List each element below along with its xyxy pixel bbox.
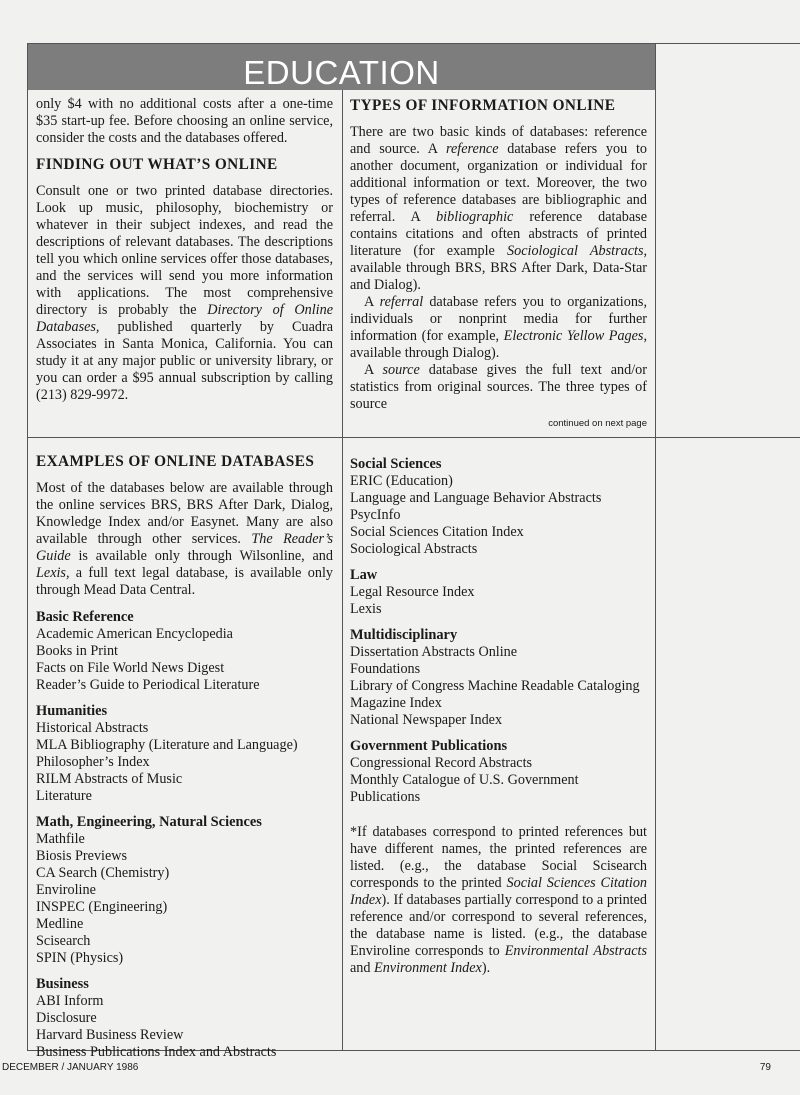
finding-online-heading: FINDING OUT WHAT’S ONLINE	[36, 156, 278, 173]
database-item: ABI Inform	[36, 993, 104, 1009]
category-title: Math, Engineering, Natural Sciences	[36, 814, 262, 830]
database-list	[350, 584, 647, 618]
banner-title: EDUCATION	[243, 54, 440, 90]
database-item: CA Search (Chemistry)	[36, 865, 170, 881]
section-divider	[27, 437, 800, 438]
database-item: Historical Abstracts	[36, 720, 149, 736]
database-item: Congressional Record Abstracts	[350, 755, 533, 771]
database-item: Disclosure	[36, 1010, 97, 1026]
category-title: Government Publications	[350, 738, 508, 754]
database-list	[350, 644, 647, 729]
category-title: Business	[36, 976, 89, 992]
database-item: ERIC (Education)	[350, 473, 453, 489]
bottom-right-column	[350, 455, 647, 977]
database-item: Magazine Index	[350, 695, 442, 711]
database-list	[36, 831, 333, 967]
page-number: 79	[759, 1062, 771, 1073]
right-margin-rule-lower	[655, 437, 656, 1050]
database-item: Medline	[36, 916, 84, 932]
database-item: SPIN (Physics)	[36, 950, 124, 966]
database-category	[36, 608, 333, 694]
database-category	[350, 566, 647, 618]
section-banner	[28, 44, 655, 90]
database-item: PsycInfo	[350, 507, 401, 523]
database-item: Business Publications Index and Abstracts	[36, 1044, 277, 1060]
database-item: INSPEC (Engineering)	[36, 899, 168, 915]
database-item: Library of Congress Machine Readable Cataloging	[350, 678, 640, 694]
database-item: Philosopher’s Index	[36, 754, 150, 770]
database-category	[350, 737, 647, 806]
database-item: Scisearch	[36, 933, 91, 949]
database-category-list	[36, 608, 333, 1061]
types-paragraph-1: There are two basic kinds of databases: reference and source. A reference database refers you to another document, organization or individual for additional information or text. Moreover, the two types of reference databases are bibliographic and referral. A bibliographic reference database contains citations and often abstracts of printed literature (for example Sociological Abstracts, available through BRS, BRS After Dark, Data-Star and Dialog).	[350, 124, 648, 293]
database-item: Lexis	[350, 601, 382, 617]
intro-paragraph: only $4 with no additional costs after a one-time $35 start-up fee. Before choosing an online service, consider the costs and the databases offered.	[36, 96, 333, 146]
database-category-list-right	[350, 455, 647, 806]
top-left-column	[36, 96, 333, 404]
database-list	[350, 755, 647, 806]
database-item: Biosis Previews	[36, 848, 128, 864]
top-right-column	[350, 96, 647, 432]
database-item: Academic American Encyclopedia	[36, 626, 233, 642]
database-item: MLA Bibliography (Literature and Language)	[36, 737, 298, 753]
database-list	[350, 473, 647, 558]
database-item: RILM Abstracts of Music	[36, 771, 183, 787]
finding-online-paragraph: Consult one or two printed database directories. Look up music, philosophy, biochemistry or whatever in their subject indexes, and read the descriptions of relevant databases. The descriptions tell you which online services offer those databases, and the services will send you more information with applications. The most comprehensive directory is probably the Directory of Online Databases, published quarterly by Cuadra Associates in Santa Monica, California. You can study it at any major public or university library, or you can order a $95 annual subscription by calling (213) 829-9972.	[36, 183, 334, 403]
database-item: Literature	[36, 788, 92, 804]
database-category	[350, 626, 647, 729]
database-item: Sociological Abstracts	[350, 541, 478, 557]
database-category	[36, 813, 333, 967]
right-margin-rule	[655, 43, 656, 437]
category-title: Multidisciplinary	[350, 627, 458, 643]
database-category	[36, 975, 333, 1061]
footnote: *If databases correspond to printed references but have different names, the printed references are listed. (e.g., the database Social Scisearch corresponds to the printed Social Sciences Citation Index). If databases partially correspond to a printed reference and/or correspond to several references, the database name is listed. (e.g., the database Enviroline corresponds to Environmental Abstracts and Environment Index).	[350, 824, 648, 976]
category-title: Basic Reference	[36, 609, 134, 625]
database-item: Enviroline	[36, 882, 96, 898]
database-category	[36, 702, 333, 805]
column-divider	[342, 90, 343, 1050]
types-paragraph-3: A source database gives the full text and/or statistics from original sources. The three types of source	[350, 362, 647, 412]
database-item: Language and Language Behavior Abstracts	[350, 490, 602, 506]
database-item: Legal Resource Index	[350, 584, 475, 600]
database-item: Social Sciences Citation Index	[350, 524, 524, 540]
database-item: Mathfile	[36, 831, 85, 847]
category-title: Social Sciences	[350, 456, 442, 472]
database-item: Dissertation Abstracts Online	[350, 644, 518, 660]
category-title: Law	[350, 567, 378, 583]
types-paragraph-2: A referral database refers you to organizations, individuals or nonprint media for further information (for example, Electronic Yellow Pages, available through Dialog).	[350, 294, 647, 361]
examples-heading: EXAMPLES OF ONLINE DATABASES	[36, 453, 315, 470]
database-list	[36, 626, 333, 694]
database-category	[350, 455, 647, 558]
issue-date: DECEMBER / JANUARY 1986	[2, 1062, 139, 1073]
database-item: Books in Print	[36, 643, 118, 659]
examples-paragraph: Most of the databases below are available through the online services BRS, BRS After Dark, Dialog, Knowledge Index and/or Easynet. Many are also available through other services. The Reader’s Guide is available only through Wilsonline, and Lexis, a full text legal database, is available only through Mead Data Central.	[36, 480, 333, 598]
database-list	[36, 720, 333, 805]
bottom-left-column	[36, 452, 333, 1061]
database-item: Monthly Catalogue of U.S. Government Publications	[350, 772, 579, 805]
database-item: Reader’s Guide to Periodical Literature	[36, 677, 260, 693]
database-item: Foundations	[350, 661, 421, 677]
continued-link[interactable]: continued on next page	[548, 418, 647, 429]
database-item: Harvard Business Review	[36, 1027, 184, 1043]
database-item: Facts on File World News Digest	[36, 660, 225, 676]
database-list	[36, 993, 333, 1061]
database-item: National Newspaper Index	[350, 712, 503, 728]
category-title: Humanities	[36, 703, 108, 719]
types-info-heading: TYPES OF INFORMATION ONLINE	[350, 97, 616, 114]
